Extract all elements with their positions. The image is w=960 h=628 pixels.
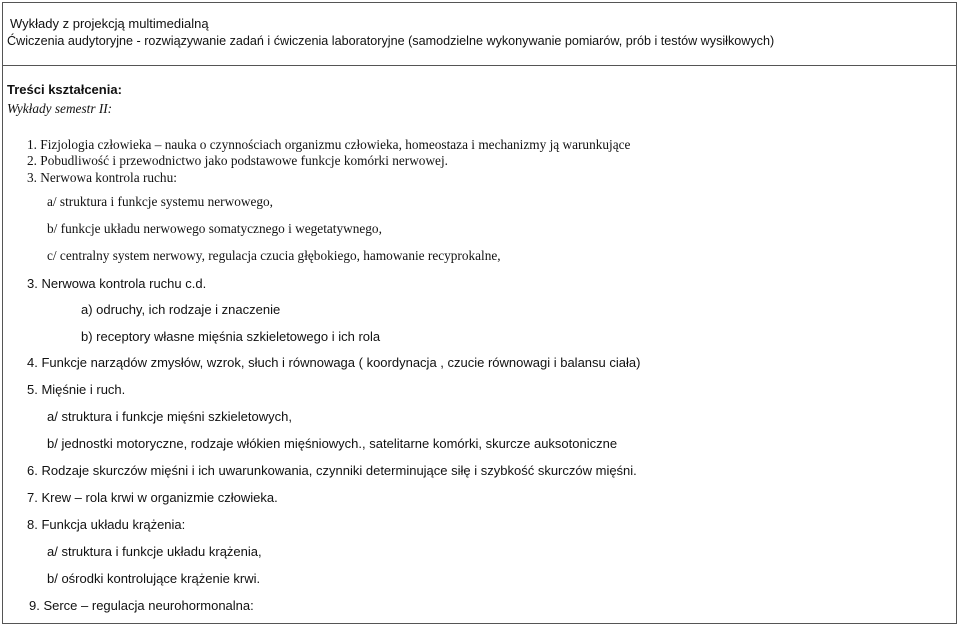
list-item: a) odruchy, ich rodzaje i znaczenie (81, 302, 281, 317)
list-item: 1. Fizjologia człowieka – nauka o czynnościach organizmu człowieka, homeostaza i mechanizmy ją warunkujące (27, 137, 631, 152)
list-item: 3. Nerwowa kontrola ruchu: (27, 170, 177, 185)
list-item: 2. Pobudliwość i przewodnictwo jako podstawowe funkcje komórki nerwowej. (27, 153, 448, 168)
list-item: 8. Funkcja układu krążenia: (27, 517, 186, 532)
header-line-2: Ćwiczenia audytoryjne - rozwiązywanie zadań i ćwiczenia laboratoryjne (samodzielne wykonywanie pomiarów, prób i testów wysiłkowych) (7, 34, 775, 48)
list-item: 4. Funkcje narządów zmysłów, wzrok, słuch i równowaga ( koordynacja , czucie równowagi i balansu ciała) (27, 355, 641, 370)
list-item: b/ funkcje układu nerwowego somatycznego i wegetatywnego, (47, 221, 382, 236)
list-item: 3. Nerwowa kontrola ruchu c.d. (27, 276, 207, 291)
content-heading: Treści kształcenia: (7, 82, 122, 97)
list-item: b) receptory własne mięśnia szkieletowego i ich rola (81, 329, 381, 344)
list-item: a/ struktura i funkcje układu krążenia, (47, 544, 262, 559)
list-item: 5. Mięśnie i ruch. (27, 382, 126, 397)
header-line-1: Wykłady z projekcją multimedialną (10, 16, 209, 31)
list-item: a/ struktura i funkcje systemu nerwowego, (47, 194, 273, 209)
content-subheading: Wykłady semestr II: (7, 101, 113, 116)
list-item: 6. Rodzaje skurczów mięśni i ich uwarunkowania, czynniki determinujące siłę i szybkość skurczów mięśni. (27, 463, 637, 478)
list-item: 7. Krew – rola krwi w organizmie człowieka. (27, 490, 278, 505)
list-item: b/ ośrodki kontrolujące krążenie krwi. (47, 571, 261, 586)
list-item: b/ jednostki motoryczne, rodzaje włókien mięśniowych., satelitarne komórki, skurcze auksotoniczne (47, 436, 618, 451)
list-item: 9. Serce – regulacja neurohormonalna: (29, 598, 254, 613)
list-item: a/ struktura i funkcje mięśni szkieletowych, (47, 409, 292, 424)
list-item: c/ centralny system nerwowy, regulacja czucia głębokiego, hamowanie recyprokalne, (47, 248, 501, 263)
section-divider (2, 65, 957, 66)
